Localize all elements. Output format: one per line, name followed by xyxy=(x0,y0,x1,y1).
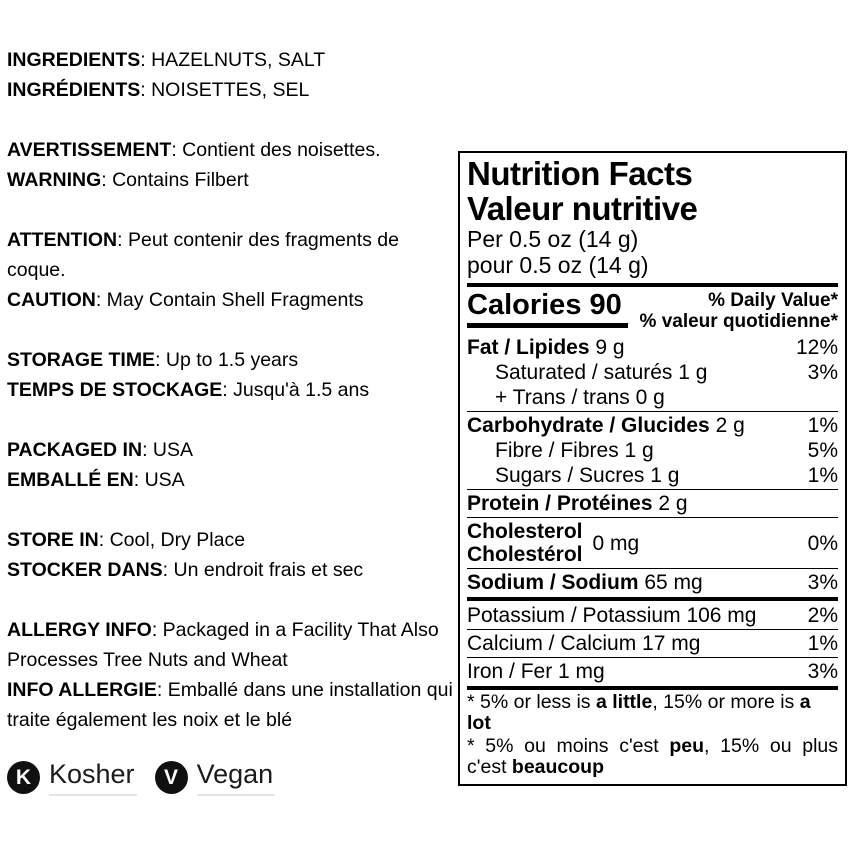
carbohydrate-name: Carbohydrate / Glucides xyxy=(467,414,710,437)
nutrient-row-carbohydrate xyxy=(467,413,838,438)
store-in-section xyxy=(7,525,459,585)
protein-amount: 2 g xyxy=(658,492,688,515)
daily-value-header-en: % Daily Value* xyxy=(708,290,838,311)
divider-thick xyxy=(467,283,838,287)
footnote-en-bold2: a lot xyxy=(467,691,811,734)
kosher-badge[interactable] xyxy=(7,759,137,796)
vegan-badge[interactable] xyxy=(155,759,276,796)
packaged-in-value-fr: : USA xyxy=(133,469,185,491)
kosher-icon-letter: K xyxy=(15,765,32,789)
ingredients-line-en xyxy=(7,45,459,75)
daily-value-header xyxy=(640,290,838,332)
divider xyxy=(467,568,838,569)
footnote-en-text: * 5% or less is xyxy=(467,691,596,713)
allergy-info-value-en: : Packaged in a Facility That Also Processes Tree Nuts and Wheat xyxy=(7,619,439,671)
cholesterol-amount: 0 mg xyxy=(592,531,640,555)
calcium-dv: 1% xyxy=(807,632,838,655)
protein-name: Protein / Protéines xyxy=(467,492,653,515)
nutrition-facts-panel xyxy=(458,151,847,786)
nutrient-row-fat xyxy=(467,335,838,360)
packaged-in-value-en: : USA xyxy=(142,439,193,461)
potassium-dv: 2% xyxy=(807,604,838,627)
saturated-amount: 1 g xyxy=(678,361,708,384)
kosher-icon xyxy=(7,761,40,794)
cholesterol-name-fr: Cholestérol xyxy=(467,543,583,566)
kosher-label: Kosher xyxy=(49,759,137,796)
calories-row xyxy=(467,290,838,332)
calories-value xyxy=(467,290,628,328)
storage-time-label-fr: TEMPS DE STOCKAGE xyxy=(7,379,223,401)
sugars-name: Sugars / Sucres xyxy=(495,464,645,487)
sodium-amount: 65 mg xyxy=(644,571,703,594)
footnote-en-bold1: a little xyxy=(595,691,653,713)
caution-line-en xyxy=(7,285,459,315)
allergy-info-label-fr: INFO ALLERGIE xyxy=(7,679,157,701)
store-in-label-en: STORE IN xyxy=(7,529,99,551)
nutrient-row-iron xyxy=(467,659,838,684)
divider xyxy=(467,411,838,412)
footnote-fr-bold2: beaucoup xyxy=(511,756,604,778)
carbohydrate-amount: 2 g xyxy=(715,414,745,437)
nutrient-row-protein xyxy=(467,491,838,516)
divider xyxy=(467,629,838,630)
nutrient-row-trans xyxy=(467,385,838,410)
ingredients-line-fr xyxy=(7,75,459,105)
ingredients-value-en: : HAZELNUTS, SALT xyxy=(140,49,326,71)
caution-section xyxy=(7,225,459,315)
saturated-name: Saturated / saturés xyxy=(495,361,673,384)
caution-value-en: : May Contain Shell Fragments xyxy=(95,289,364,311)
footnote-fr-bold1: peu xyxy=(669,735,705,757)
vegan-icon xyxy=(155,761,188,794)
caution-label-fr: ATTENTION xyxy=(7,229,118,251)
warning-label-en: WARNING xyxy=(7,169,102,191)
footnote-fr-text: * 5% ou moins c'est xyxy=(467,735,670,757)
nutrient-row-calcium xyxy=(467,631,838,656)
warning-line-fr xyxy=(7,135,459,165)
sodium-dv: 3% xyxy=(807,571,838,594)
store-in-value-en: : Cool, Dry Place xyxy=(98,529,246,551)
serving-size-fr: pour 0.5 oz (14 g) xyxy=(467,252,649,278)
divider xyxy=(467,489,838,490)
footnote-en xyxy=(467,692,838,734)
iron-amount: 1 mg xyxy=(558,660,605,683)
footnote-fr-text2: , 15% ou plus c'est xyxy=(467,735,838,778)
vegan-icon-letter: V xyxy=(164,765,179,789)
ingredients-section xyxy=(7,45,459,105)
trans-name: + Trans / trans xyxy=(495,386,630,409)
divider-thick xyxy=(467,686,838,690)
product-info-column xyxy=(7,45,459,765)
store-in-line-fr xyxy=(7,555,459,585)
allergy-info-line-en xyxy=(7,615,459,675)
fibre-amount: 1 g xyxy=(624,439,654,462)
cholesterol-name-en: Cholesterol xyxy=(467,520,583,543)
storage-time-section xyxy=(7,345,459,405)
carbohydrate-dv: 1% xyxy=(807,414,838,437)
footnote-fr xyxy=(467,736,838,778)
divider-thick xyxy=(467,597,838,601)
packaged-in-line-en xyxy=(7,435,459,465)
calcium-name: Calcium / Calcium xyxy=(467,632,637,655)
nutrition-title-en: Nutrition Facts xyxy=(467,155,693,192)
caution-line-fr xyxy=(7,225,459,285)
warning-section xyxy=(7,135,459,195)
storage-time-value-fr: : Jusqu'à 1.5 ans xyxy=(222,379,370,401)
nutrition-title-fr: Valeur nutritive xyxy=(467,190,698,227)
store-in-label-fr: STOCKER DANS xyxy=(7,559,163,581)
daily-value-header-fr: % valeur quotidienne* xyxy=(639,311,838,332)
warning-value-fr: : Contient des noisettes. xyxy=(171,139,381,161)
allergy-info-section xyxy=(7,615,459,735)
calories-label: Calories xyxy=(467,289,582,321)
sugars-amount: 1 g xyxy=(650,464,680,487)
storage-time-label-en: STORAGE TIME xyxy=(7,349,156,371)
fat-dv: 12% xyxy=(795,336,838,359)
footnote-en-text2: , 15% or more is xyxy=(652,691,800,713)
nutrient-row-cholesterol xyxy=(467,519,838,567)
sodium-name: Sodium / Sodium xyxy=(467,571,639,594)
packaged-in-section xyxy=(7,435,459,495)
packaged-in-line-fr xyxy=(7,465,459,495)
divider xyxy=(467,657,838,658)
nutrient-row-saturated xyxy=(467,360,838,385)
packaged-in-label-fr: EMBALLÉ EN xyxy=(7,469,134,491)
ingredients-label-fr: INGRÉDIENTS xyxy=(7,79,141,101)
storage-time-value-en: : Up to 1.5 years xyxy=(155,349,299,371)
ingredients-value-fr: : NOISETTES, SEL xyxy=(140,79,310,101)
trans-amount: 0 g xyxy=(635,386,665,409)
allergy-info-line-fr xyxy=(7,675,459,735)
ingredients-label-en: INGREDIENTS xyxy=(7,49,141,71)
iron-dv: 3% xyxy=(807,660,838,683)
certification-badges xyxy=(7,759,275,796)
nutrient-row-potassium xyxy=(467,603,838,628)
store-in-line-en xyxy=(7,525,459,555)
packaged-in-label-en: PACKAGED IN xyxy=(7,439,143,461)
serving-size-en: Per 0.5 oz (14 g) xyxy=(467,226,639,252)
caution-label-en: CAUTION xyxy=(7,289,96,311)
fat-name: Fat / Lipides xyxy=(467,336,590,359)
warning-label-fr: AVERTISSEMENT xyxy=(7,139,172,161)
potassium-amount: 106 mg xyxy=(686,604,757,627)
nutrient-row-sugars xyxy=(467,463,838,488)
sugars-dv: 1% xyxy=(807,464,838,487)
calcium-amount: 17 mg xyxy=(642,632,701,655)
allergy-info-value-fr: : Emballé dans une installation qui traite également les noix et le blé xyxy=(7,679,453,731)
nutrient-row-sodium xyxy=(467,570,838,595)
divider xyxy=(467,517,838,518)
fat-amount: 9 g xyxy=(595,336,625,359)
storage-time-line-en xyxy=(7,345,459,375)
potassium-name: Potassium / Potassium xyxy=(467,604,681,627)
saturated-dv: 3% xyxy=(807,361,838,384)
calories-number: 90 xyxy=(589,289,622,321)
iron-name: Iron / Fer xyxy=(467,660,553,683)
store-in-value-fr: : Un endroit frais et sec xyxy=(162,559,364,581)
allergy-info-label-en: ALLERGY INFO xyxy=(7,619,152,641)
warning-line-en xyxy=(7,165,459,195)
warning-value-en: : Contains Filbert xyxy=(101,169,249,191)
caution-value-fr: : Peut contenir des fragments de coque. xyxy=(7,229,399,281)
fibre-dv: 5% xyxy=(807,439,838,462)
nutrient-row-fibre xyxy=(467,438,838,463)
vegan-label: Vegan xyxy=(197,759,276,796)
nutrient-rows xyxy=(467,335,838,690)
fibre-name: Fibre / Fibres xyxy=(495,439,619,462)
storage-time-line-fr xyxy=(7,375,459,405)
cholesterol-dv: 0% xyxy=(807,531,838,555)
